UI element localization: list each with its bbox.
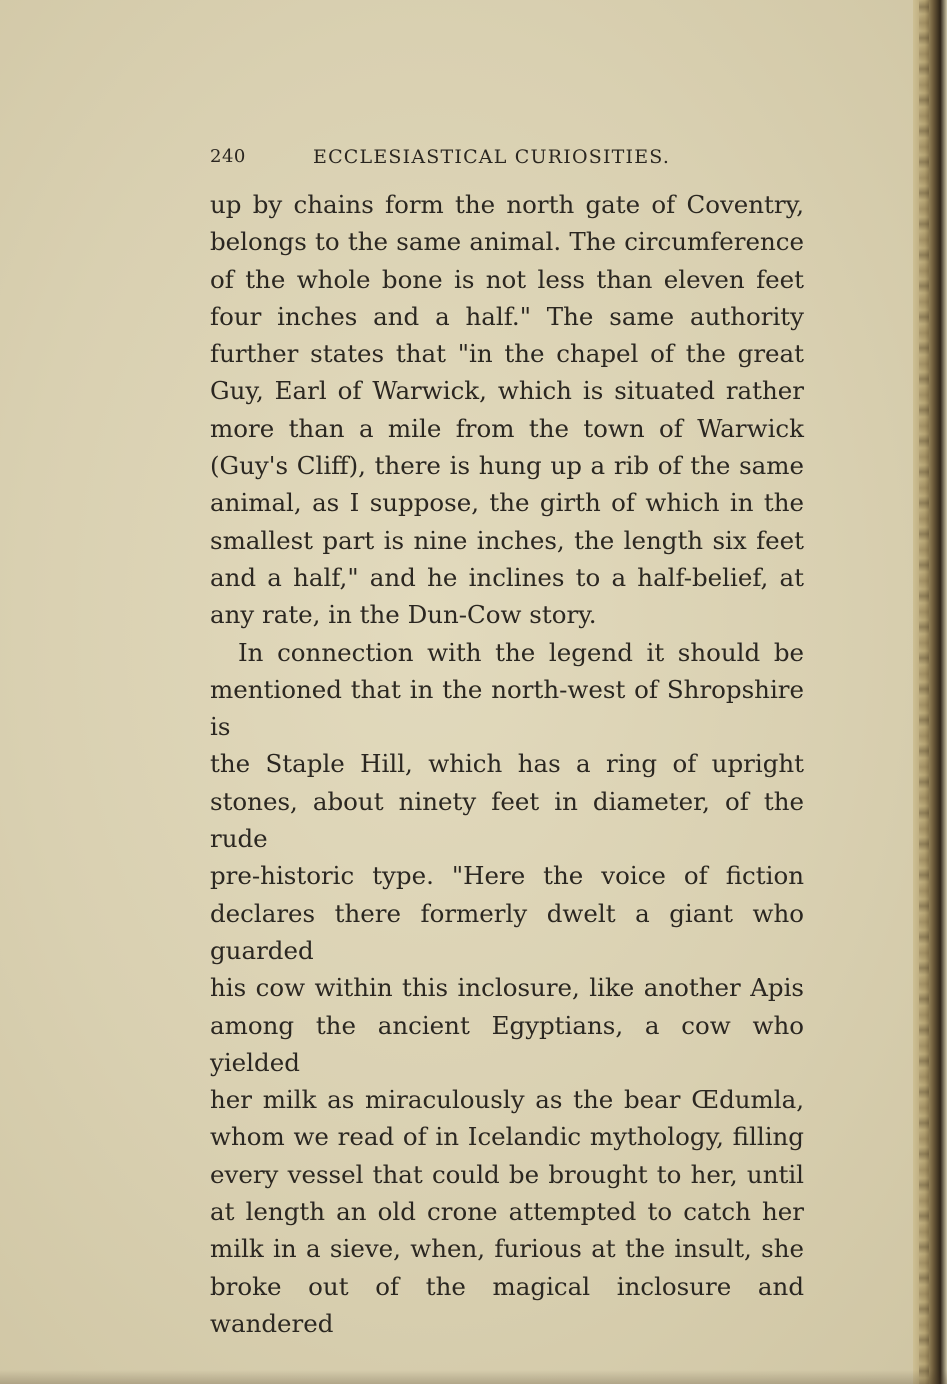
text-line: further states that "in the chapel of the great [210, 339, 804, 369]
text-line: up by chains form the north gate of Coventry, [210, 190, 804, 219]
text-line: her milk as miraculously as the bear Œdumla, [210, 1085, 804, 1115]
text-line: In connection with the legend it should be [238, 637, 804, 667]
text-line: the Staple Hill, which has a ring of upright [210, 749, 804, 779]
text-line: Guy, Earl of Warwick, which is situated rather [210, 376, 804, 406]
body-text [210, 186, 804, 1342]
text-line: among the ancient Egyptians, a cow who yielded [210, 1010, 804, 1077]
page-header [210, 146, 800, 176]
text-line: pre-historic type. "Here the voice of fiction [210, 861, 804, 891]
text-line: more than a mile from the town of Warwick [210, 413, 804, 443]
text-line: broke out of the magical inclosure and wandered [210, 1271, 804, 1338]
text-line: of the whole bone is not less than eleven feet [210, 264, 804, 294]
running-head: ECCLESIASTICAL CURIOSITIES. [313, 146, 671, 168]
text-line: his cow within this inclosure, like another Apis [210, 973, 804, 1003]
text-line: any rate, in the Dun-Cow story. [210, 600, 597, 630]
text-line: stones, about ninety feet in diameter, of the rude [210, 786, 804, 854]
text-line: whom we read of in Icelandic mythology, filling [210, 1122, 804, 1152]
text-line: belongs to the same animal. The circumference [210, 227, 804, 257]
text-line: animal, as I suppose, the girth of which in the [210, 488, 804, 518]
text-line: milk in a sieve, when, furious at the insult, she [210, 1234, 804, 1264]
text-line: at length an old crone attempted to catch her [210, 1197, 804, 1227]
bottom-shadow [0, 1370, 947, 1384]
text-line: (Guy's Cliff), there is hung up a rib of the same [210, 451, 804, 481]
text-line: four inches and a half." The same authority [210, 301, 804, 331]
text-line: and a half," and he inclines to a half-belief, at [210, 562, 804, 592]
text-line: every vessel that could be brought to her, until [210, 1159, 804, 1189]
text-line: smallest part is nine inches, the length six feet [210, 525, 804, 555]
text-line: declares there formerly dwelt a giant who guarded [210, 898, 804, 965]
text-line: mentioned that in the north-west of Shropshire is [210, 674, 804, 742]
page-edge-shadow [913, 0, 947, 1384]
page-number: 240 [210, 146, 246, 167]
